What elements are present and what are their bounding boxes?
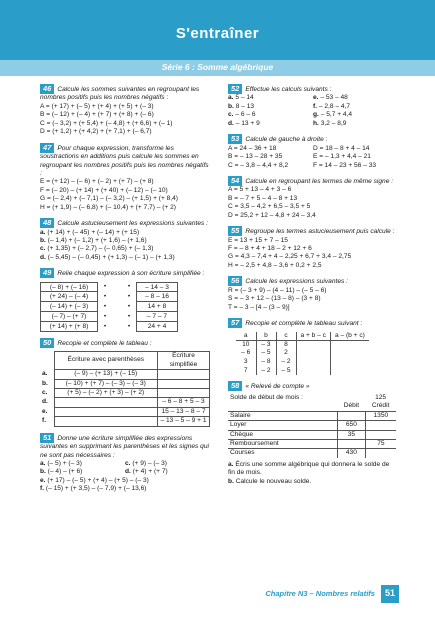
item-key: c.: [228, 111, 234, 119]
exercise-instruction: Calcule les expressions suivantes :: [245, 278, 348, 286]
table-row: [236, 358, 369, 367]
table-cell[interactable]: [330, 349, 368, 358]
item-key: b.: [40, 237, 46, 244]
table-cell: 2: [276, 349, 296, 358]
expression-line: 3,2 – 8,9: [320, 119, 347, 127]
item-key: b.: [40, 468, 46, 476]
table-row: [40, 417, 210, 426]
question-text: Calcule le nouveau solde.: [235, 477, 312, 485]
exercise-50: [40, 338, 210, 427]
exercise-58: [228, 381, 398, 486]
row-label: Loyer: [228, 421, 338, 430]
table-cell[interactable]: [54, 407, 158, 416]
row-key: a.: [42, 370, 48, 378]
expression-line: C = (– 3,2) + (+ 5,4) + (– 4,8) + (+ 6,6) + (– 1): [40, 119, 173, 127]
table-header: Écriture simplifiée: [158, 352, 210, 370]
table-cell: (+ 5) – (– 2) + (+ 3) – (+ 2): [54, 388, 158, 397]
table-header: Écriture avec parenthèses: [54, 352, 158, 370]
page-title: S'entraîner: [175, 25, 260, 42]
expression-line: B = – 7 + 5 – 4 – 8 + 13: [228, 194, 298, 202]
left-expression: (– 7) – (+ 7): [40, 312, 98, 322]
item-key: c.: [125, 460, 131, 467]
exercise-number: 48: [40, 218, 54, 228]
item-key: e.: [313, 94, 319, 102]
item-key: a.: [228, 460, 234, 468]
table-row: [236, 340, 369, 349]
table-row: [228, 421, 396, 430]
right-expression: – 8 – 16: [136, 292, 178, 302]
expression-line: B = (– 12) + (– 4) + (+ 7) + (+ 8) + (– 6): [40, 111, 154, 119]
expression-line: (+ 14) + (– 45) + (– 14) + (+ 15): [47, 228, 140, 236]
item-key: h.: [313, 119, 319, 127]
matching-grid: [40, 282, 210, 332]
exercise-number: 51: [40, 433, 54, 443]
table-cell: (– 9) – (+ 13) + (– 15): [54, 370, 158, 379]
row-key: f.: [42, 417, 47, 425]
exercise-49: [40, 268, 210, 331]
expression-line: – 5,7 + 4,4: [320, 111, 353, 119]
exercise-47: [40, 143, 210, 213]
expression-line: F = – 8 + 4 + 18 – 2 + 12 + 6: [228, 245, 312, 252]
page-number: 51: [381, 585, 399, 603]
table-row: [40, 379, 210, 388]
expression-line: (– 5) + (– 3): [47, 460, 82, 467]
expression-line: 8 – 13: [235, 102, 255, 110]
expression-line: E = (+ 12) – (– 6) + (– 2) + (+ 7) – (+ 8): [40, 178, 154, 186]
table-cell: – 6 – 8 + 5 – 3: [158, 398, 210, 407]
expression-line: F = (– 20) – (+ 14) + (+ 40) + (– 12) – (– 10): [40, 186, 168, 194]
table-cell[interactable]: [158, 388, 210, 397]
right-expression: – 14 – 3: [136, 282, 178, 292]
account-statement-table: [228, 394, 396, 458]
exercise-instruction: Calcule en regroupant les termes de même signe :: [245, 177, 394, 185]
link-dot[interactable]: •: [103, 282, 107, 290]
credit-cell: 75: [365, 439, 396, 448]
table-cell: – 5: [276, 367, 296, 376]
expression-line: R = (– 3 + 9) – (4 – 11) – (– 5 – 6): [228, 286, 327, 294]
expression-line: – 53 – 48: [320, 94, 348, 102]
exercise-instruction: Donne une écriture simplifiée des expressions suivantes en supprimant les parenthèses et les signes qui ne sont pas nécessaires :: [40, 434, 209, 459]
link-dot[interactable]: •: [127, 292, 131, 300]
exercise-instruction: Pour chaque expression, transforme les soustractions en additions puis calcule les sommes en regroupant les nombres positifs puis les nombres négatifs :: [40, 144, 209, 177]
exercise-56: [228, 276, 398, 312]
exercise-table: [236, 332, 369, 376]
item-key: g.: [313, 111, 319, 119]
expression-line: (+ 9) – (– 3): [132, 460, 167, 467]
item-key: b.: [228, 102, 234, 110]
link-dot[interactable]: •: [103, 322, 107, 330]
exercise-instruction: Calcule astucieusement les expressions suivantes :: [57, 220, 208, 228]
table-row: [236, 349, 369, 358]
expression-line: A = 24 – 36 + 18: [228, 144, 277, 152]
table-cell[interactable]: [330, 367, 368, 376]
table-cell[interactable]: [158, 379, 210, 388]
row-key: c.: [42, 388, 48, 396]
table-header: a + b – c: [296, 332, 330, 341]
link-dot[interactable]: •: [127, 282, 131, 290]
exercise-instruction: Recopie et complète le tableau :: [57, 339, 152, 347]
row-key: d.: [42, 398, 48, 406]
expression-line: 5 – 14: [235, 94, 254, 102]
exercise-number: 53: [228, 134, 242, 144]
right-expression: 24 + 4: [136, 322, 178, 332]
expression-line: H = (+ 1,9) – (– 6,8) + (– 10,4) + (+ 7,7) – (+ 2): [40, 203, 176, 211]
exercise-number: 57: [228, 318, 242, 328]
question-text: Écris une somme algébrique qui donnera le solde de fin de mois.: [228, 460, 390, 477]
link-dot[interactable]: •: [103, 292, 107, 300]
expression-line: F = 14 – 23 + 56 – 33: [313, 161, 377, 169]
exercise-number: 52: [228, 84, 242, 94]
table-cell[interactable]: [296, 367, 330, 376]
expression-line: D = 18 – 8 + 4 – 14: [313, 144, 370, 152]
debit-cell: 35: [338, 430, 366, 439]
item-key: c.: [40, 245, 46, 253]
exercise-48: [40, 218, 210, 262]
exercise-57: [228, 318, 398, 375]
item-key: a.: [228, 94, 234, 102]
row-key: b.: [42, 379, 48, 387]
table-cell: – 8: [256, 358, 276, 367]
expression-line: (+ 17) – (– 5) + (+ 4) – (+ 5) – (– 3): [47, 476, 149, 484]
expression-line: G = (– 2,4) + (– 7,1) – (– 3,2) – (+ 1,5) + (+ 8,4): [40, 195, 178, 203]
item-key: f.: [313, 102, 318, 110]
expression-line: G = 4,3 – 7,4 + 4 – 2,25 + 6,7 + 3,4 – 2,75: [228, 253, 352, 261]
expression-line: D = (+ 1,2) + (+ 4,2) + (+ 7,1) + (– 6,7): [40, 128, 152, 136]
table-row: [228, 430, 396, 439]
series-banner: [0, 60, 435, 76]
table-header: b: [256, 332, 276, 341]
table-cell: – 6: [236, 349, 256, 358]
debit-cell: [338, 439, 366, 448]
exercise-number: 49: [40, 268, 54, 278]
table-cell: 8: [276, 340, 296, 349]
link-dot[interactable]: •: [103, 312, 107, 320]
left-column: [40, 84, 210, 500]
item-key: b.: [228, 477, 234, 485]
exercise-55: [228, 226, 398, 270]
expression-line: (+ 1,35) + (– 2,7) – (– 0,65) + (– 1,3): [47, 245, 154, 253]
expression-line: C = 3,5 – 4,2 + 6,5 – 3,5 + 5: [228, 203, 311, 211]
exercise-number: 55: [228, 226, 242, 236]
left-expression: (+ 24) – (– 4): [40, 292, 98, 302]
table-cell: – 13 – 5 – 9 + 1: [158, 417, 210, 426]
expression-line: E = – 1,3 + 4,4 – 21: [313, 153, 371, 161]
expression-line: C = – 3,8 – 4,4 + 8,2: [228, 161, 289, 169]
link-dot[interactable]: •: [103, 302, 107, 310]
table-cell: 3: [236, 358, 256, 367]
debit-cell: 650: [338, 421, 366, 430]
exercise-instruction: Effectue les calculs suivants :: [245, 86, 332, 93]
table-row: [40, 370, 210, 379]
expression-line: E = 13 + 15 + 7 – 15: [228, 236, 288, 244]
exercise-number: 50: [40, 338, 54, 348]
table-header: Crédit: [371, 402, 390, 410]
table-cell[interactable]: [158, 370, 210, 379]
table-cell: 10: [236, 340, 256, 349]
table-header: Débit: [343, 402, 360, 410]
left-expression: (+ 14) + (+ 8): [40, 322, 98, 332]
expression-line: T = – 3 – [4 – (3 – 9)]: [228, 303, 290, 311]
link-dot[interactable]: •: [127, 312, 131, 320]
table-cell: (– 10) + (+ 7) – (– 3) – (– 3): [54, 379, 158, 388]
exercise-table: [40, 351, 210, 427]
exercise-number: 58: [228, 381, 242, 391]
table-cell[interactable]: [54, 398, 158, 407]
exercise-instruction: « Relevé de compte »: [245, 383, 310, 391]
row-label: Chèque: [228, 430, 338, 439]
exercise-51: [40, 433, 210, 494]
expression-line: D = 25,2 + 12 – 4,8 + 24 – 3,4: [228, 211, 316, 219]
expression-line: A = 5 + 13 – 4 + 3 – 6: [228, 186, 292, 194]
left-expression: (– 14) + (– 3): [40, 302, 98, 312]
table-cell[interactable]: [296, 340, 330, 349]
item-key: d.: [40, 253, 46, 261]
chapter-title: Chapitre N3 – Nombres relatifs: [265, 588, 375, 598]
expression-line: – 2,8 – 4,7: [318, 102, 351, 110]
debit-cell: 430: [338, 449, 366, 458]
table-cell[interactable]: [330, 340, 368, 349]
table-row: [228, 411, 396, 420]
credit-cell: [365, 430, 396, 439]
expression-line: (+ 4) + (+ 7): [132, 468, 168, 476]
table-row: [40, 407, 210, 416]
row-key: e.: [42, 407, 48, 415]
expression-line: (– 15) + (+ 3,5) – (– 7,9) + (– 13,6): [45, 485, 147, 493]
table-header: c: [276, 332, 296, 341]
expression-line: (– 5,45) – (– 0,45) + (+ 1,3) – (– 1) – (+ 1,3): [47, 253, 175, 261]
exercise-instruction: Recopie et complète le tableau suivant :: [245, 320, 363, 328]
credit-cell: [365, 449, 396, 458]
expression-line: H = – 2,5 + 4,8 – 3,6 + 0,2 + 2,5: [228, 261, 322, 269]
row-label: Courses: [228, 449, 338, 458]
page-footer: [265, 585, 399, 603]
right-column: [228, 84, 398, 492]
expression-line: A = (+ 17) + (– 5) + (+ 4) + (+ 5) + (– 3): [40, 102, 154, 110]
exercise-54: [228, 176, 398, 220]
table-cell[interactable]: [54, 417, 158, 426]
table-cell: – 3: [256, 340, 276, 349]
exercise-number: 46: [40, 84, 54, 94]
link-dot[interactable]: •: [127, 322, 131, 330]
exercise-instruction: Calcule les sommes suivantes en regroupant les nombres positifs puis les nombres négatifs :: [40, 86, 200, 102]
item-key: d.: [125, 468, 131, 476]
exercise-46: [40, 84, 210, 137]
item-key: d.: [228, 119, 234, 127]
item-key: f.: [40, 485, 45, 493]
exercise-53: [228, 134, 398, 170]
table-row: [228, 439, 396, 448]
start-balance-value: 125: [375, 393, 387, 401]
table-row: [40, 388, 210, 397]
row-label: Salaire: [228, 411, 338, 420]
table-row: [228, 449, 396, 458]
credit-cell: 1350: [365, 411, 396, 420]
table-row: [236, 367, 369, 376]
series-title: Série 6 : Somme algébrique: [161, 62, 274, 72]
exercise-52: [228, 84, 398, 128]
exercise-number: 56: [228, 276, 242, 286]
item-key: a.: [40, 228, 46, 236]
left-expression: (– 8) + (– 16): [40, 282, 98, 292]
table-header: a – (b + c): [330, 332, 368, 341]
exercise-instruction: Relie chaque expression à son écriture simplifiée :: [57, 270, 205, 278]
table-cell[interactable]: [296, 358, 330, 367]
table-cell: – 2: [256, 367, 276, 376]
table-cell: 7: [236, 367, 256, 376]
start-balance-label: Solde de début de mois :: [230, 393, 303, 401]
table-cell: – 2: [276, 358, 296, 367]
expression-line: (– 4) – (+ 6): [47, 468, 83, 476]
debit-cell: [338, 411, 366, 420]
table-cell[interactable]: [330, 358, 368, 367]
exercise-number: 47: [40, 143, 54, 153]
right-expression: 14 + 8: [136, 302, 178, 312]
table-cell: 15 – 13 – 8 – 7: [158, 407, 210, 416]
expression-line: S = – 3 + 12 – (13 – 8) – (3 + 8): [228, 295, 321, 303]
item-key: a.: [40, 460, 46, 467]
exercise-instruction: Calcule de gauche à droite :: [245, 136, 328, 144]
table-row: [40, 398, 210, 407]
link-dot[interactable]: •: [127, 302, 131, 310]
row-label: Remboursement: [228, 439, 338, 448]
table-cell: – 5: [256, 349, 276, 358]
expression-line: B = – 13 – 28 + 35: [228, 153, 283, 161]
expression-line: – 6 – 6: [235, 111, 256, 119]
expression-line: – 13 + 9: [235, 119, 260, 127]
item-key: e.: [40, 476, 46, 484]
exercise-instruction: Regroupe les termes astucieusement puis calcule :: [245, 228, 395, 236]
table-cell[interactable]: [296, 349, 330, 358]
right-expression: – 7 – 7: [136, 312, 178, 322]
page-header: [0, 0, 435, 60]
exercise-number: 54: [228, 176, 242, 186]
expression-line: (– 1,4) + (– 1,2) + (+ 1,6) – (+ 1,6): [47, 237, 147, 244]
table-header: a: [236, 332, 256, 341]
credit-cell: [365, 421, 396, 430]
